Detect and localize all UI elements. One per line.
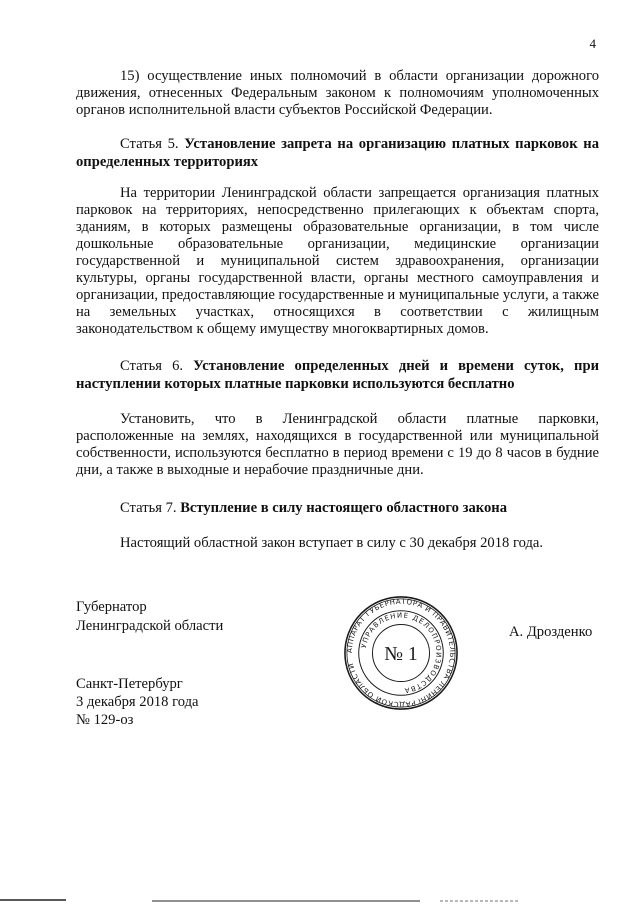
item-15-paragraph: 15) осуществление иных полномочий в области организации дорожного движения, отнесенных Федеральным законом к полномочиям уполномоченных органов исполнительной власти субъектов Российской Федерации.	[76, 68, 599, 118]
law-number: № 129-оз	[76, 712, 134, 728]
article-5-number: Статья 5.	[120, 136, 179, 152]
article-6-number: Статья 6.	[120, 358, 184, 374]
seal-center-number: № 1	[384, 642, 418, 665]
signatory-position	[76, 598, 223, 636]
law-date: 3 декабря 2018 года	[76, 694, 199, 710]
article-6-title: Установление определенных дней и времени суток, при наступлении которых платные парковки используются бесплатно	[76, 358, 599, 392]
page-number: 4	[589, 36, 596, 51]
signatory-position-line1: Губернатор	[76, 599, 147, 615]
article-7-title: Вступление в силу настоящего областного закона	[180, 500, 507, 516]
signatory-position-line2: Ленинградской области	[76, 618, 224, 634]
article-6-body: Установить, что в Ленинградской области платные парковки, расположенные на землях, находящихся в государственной или муниципальной собственности, используются бесплатно в период времени с 19 до 8 часов в будние дни, а также в выходные и нерабочие праздничные дни.	[76, 411, 599, 478]
law-details	[76, 675, 199, 729]
signatory-name: А. Дрозденко	[509, 624, 593, 640]
article-5-body: На территории Ленинградской области запрещается организация платных парковок на территориях, непосредственно прилегающих к объектам спорта, зданиям, в которых размещены образовательные организации, в том числе дошкольные образовательные организации, медицинские организации государственной и муниципальной систем здравоохранения, организации культуры, органы государственной власти, органы местного самоуправления и организации, предоставляющие государственные и муниципальные услуги, а также на земельных участках, относящихся в соответствии с жилищным законодательством к общему имуществу многоквартирных домов.	[76, 185, 599, 337]
article-7-body: Настоящий областной закон вступает в силу с 30 декабря 2018 года.	[120, 535, 543, 551]
seal-outer-text: АППАРАТ ГУБЕРНАТОРА И ПРАВИТЕЛЬСТВА ЛЕНИНГРАДСКОЙ ОБЛАСТИ	[344, 596, 458, 710]
article-5-heading	[76, 135, 599, 171]
law-city: Санкт-Петербург	[76, 676, 183, 692]
article-5-title: Установление запрета на организацию платных парковок на определенных территориях	[76, 136, 599, 170]
article-6-heading	[76, 357, 599, 393]
scan-border-lines	[0, 896, 640, 905]
official-seal-stamp	[342, 594, 460, 712]
article-7-number: Статья 7.	[120, 500, 177, 516]
article-7-heading	[76, 499, 599, 517]
seal-inner-text: УПРАВЛЕНИЕ ДЕЛОПРОИЗВОДСТВА	[359, 611, 443, 695]
